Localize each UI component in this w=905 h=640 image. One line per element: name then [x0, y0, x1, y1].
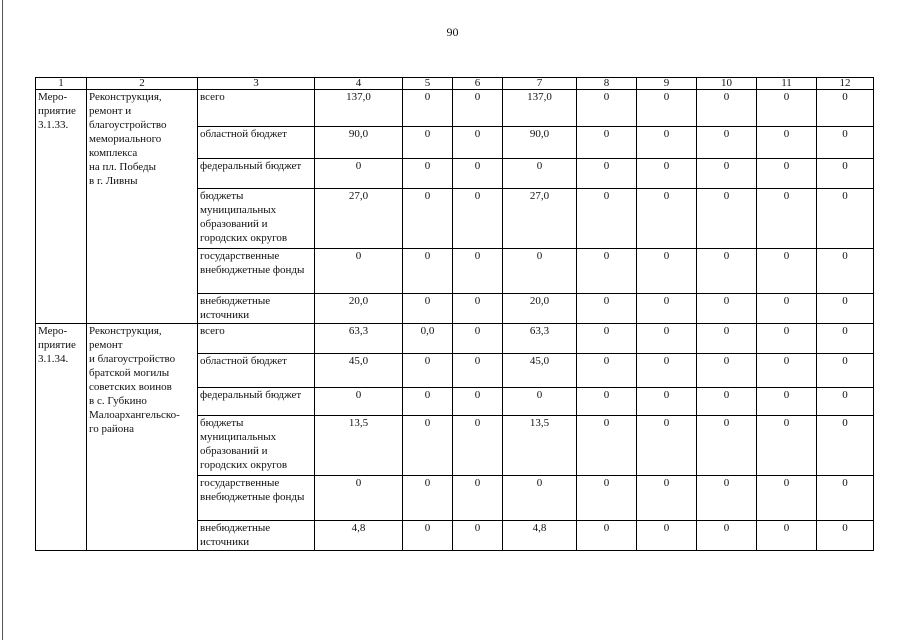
value-cell-col-6: 0 [453, 90, 503, 127]
budget-table [35, 77, 874, 551]
funding-source-cell: федеральный бюджет [198, 159, 315, 189]
value-cell-col-9: 0 [637, 249, 697, 294]
value-cell-col-8: 0 [577, 521, 637, 551]
value-cell-col-7: 27,0 [503, 189, 577, 249]
column-header-8: 8 [577, 78, 637, 90]
table-body [36, 90, 874, 551]
value-cell-col-8: 0 [577, 127, 637, 159]
event-name-line: в г. Ливны [89, 175, 138, 187]
value-cell-col-10: 0 [697, 294, 757, 324]
value-cell-col-11: 0 [757, 476, 817, 521]
value-cell-col-4: 63,3 [315, 324, 403, 354]
event-name-line: Малоархангельско- [89, 409, 180, 421]
event-name-line: в с. Губкино [89, 395, 147, 407]
funding-source-cell: областной бюджет [198, 127, 315, 159]
value-cell-col-11: 0 [757, 521, 817, 551]
funding-source-cell: бюджеты муниципальных образований и городских округов [198, 416, 315, 476]
value-cell-col-10: 0 [697, 521, 757, 551]
value-cell-col-9: 0 [637, 189, 697, 249]
value-cell-col-4: 137,0 [315, 90, 403, 127]
value-cell-col-12: 0 [817, 294, 874, 324]
value-cell-col-6: 0 [453, 388, 503, 416]
value-cell-col-6: 0 [453, 521, 503, 551]
value-cell-col-11: 0 [757, 189, 817, 249]
value-cell-col-7: 63,3 [503, 324, 577, 354]
funding-source-cell: бюджеты муниципальных образований и городских округов [198, 189, 315, 249]
event-name-line: ремонт [89, 339, 123, 351]
value-cell-col-4: 4,8 [315, 521, 403, 551]
value-cell-col-4: 0 [315, 159, 403, 189]
value-cell-col-10: 0 [697, 127, 757, 159]
event-name-line: Реконструкция, [89, 91, 162, 103]
funding-source-cell: областной бюджет [198, 354, 315, 388]
funding-source-cell: государственные внебюджетные фонды [198, 249, 315, 294]
value-cell-col-9: 0 [637, 521, 697, 551]
value-cell-col-8: 0 [577, 476, 637, 521]
event-name-line: и благоустройство [89, 353, 176, 365]
value-cell-col-4: 45,0 [315, 354, 403, 388]
event-code-line: Меро- [38, 325, 68, 337]
column-header-12: 12 [817, 78, 874, 90]
value-cell-col-11: 0 [757, 159, 817, 189]
value-cell-col-7: 0 [503, 249, 577, 294]
funding-source-cell: всего [198, 90, 315, 127]
value-cell-col-9: 0 [637, 127, 697, 159]
value-cell-col-10: 0 [697, 416, 757, 476]
value-cell-col-8: 0 [577, 324, 637, 354]
value-cell-col-9: 0 [637, 294, 697, 324]
value-cell-col-4: 13,5 [315, 416, 403, 476]
value-cell-col-12: 0 [817, 249, 874, 294]
value-cell-col-4: 0 [315, 388, 403, 416]
value-cell-col-12: 0 [817, 388, 874, 416]
value-cell-col-12: 0 [817, 476, 874, 521]
value-cell-col-8: 0 [577, 388, 637, 416]
value-cell-col-10: 0 [697, 189, 757, 249]
event-code-line: 3.1.34. [38, 353, 69, 365]
column-header-11: 11 [757, 78, 817, 90]
value-cell-col-7: 0 [503, 388, 577, 416]
value-cell-col-4: 20,0 [315, 294, 403, 324]
event-name-line: ремонт и [89, 105, 132, 117]
value-cell-col-12: 0 [817, 159, 874, 189]
value-cell-col-11: 0 [757, 249, 817, 294]
event-code-line: приятие [38, 105, 76, 117]
column-header-4: 4 [315, 78, 403, 90]
value-cell-col-9: 0 [637, 90, 697, 127]
value-cell-col-5: 0 [403, 416, 453, 476]
value-cell-col-4: 0 [315, 249, 403, 294]
value-cell-col-6: 0 [453, 476, 503, 521]
value-cell-col-11: 0 [757, 354, 817, 388]
column-header-10: 10 [697, 78, 757, 90]
event-code-cell [36, 90, 87, 324]
value-cell-col-6: 0 [453, 354, 503, 388]
value-cell-col-4: 0 [315, 476, 403, 521]
value-cell-col-6: 0 [453, 189, 503, 249]
value-cell-col-7: 4,8 [503, 521, 577, 551]
value-cell-col-11: 0 [757, 127, 817, 159]
value-cell-col-5: 0 [403, 294, 453, 324]
table-row [36, 324, 874, 354]
value-cell-col-12: 0 [817, 90, 874, 127]
funding-source-cell: всего [198, 324, 315, 354]
value-cell-col-6: 0 [453, 416, 503, 476]
value-cell-col-9: 0 [637, 388, 697, 416]
value-cell-col-9: 0 [637, 354, 697, 388]
value-cell-col-11: 0 [757, 388, 817, 416]
page-number: 90 [446, 25, 459, 39]
value-cell-col-8: 0 [577, 249, 637, 294]
value-cell-col-5: 0 [403, 189, 453, 249]
funding-source-cell: федеральный бюджет [198, 388, 315, 416]
event-code-line: 3.1.33. [38, 119, 69, 131]
margin-rule [2, 0, 3, 640]
event-name-cell [87, 90, 198, 324]
column-header-3: 3 [198, 78, 315, 90]
value-cell-col-8: 0 [577, 354, 637, 388]
value-cell-col-5: 0 [403, 90, 453, 127]
value-cell-col-8: 0 [577, 159, 637, 189]
event-name-line: мемориального [89, 133, 162, 145]
value-cell-col-10: 0 [697, 476, 757, 521]
event-name-cell [87, 324, 198, 551]
value-cell-col-5: 0 [403, 354, 453, 388]
value-cell-col-8: 0 [577, 90, 637, 127]
value-cell-col-11: 0 [757, 294, 817, 324]
event-name-line: советских воинов [89, 381, 172, 393]
column-header-6: 6 [453, 78, 503, 90]
value-cell-col-7: 13,5 [503, 416, 577, 476]
column-header-9: 9 [637, 78, 697, 90]
header-row [36, 78, 874, 90]
value-cell-col-10: 0 [697, 159, 757, 189]
value-cell-col-5: 0 [403, 127, 453, 159]
value-cell-col-8: 0 [577, 416, 637, 476]
value-cell-col-6: 0 [453, 159, 503, 189]
event-name-line: благоустройство [89, 119, 167, 131]
value-cell-col-7: 0 [503, 476, 577, 521]
event-name-line: братской могилы [89, 367, 170, 379]
value-cell-col-12: 0 [817, 324, 874, 354]
value-cell-col-12: 0 [817, 127, 874, 159]
value-cell-col-7: 137,0 [503, 90, 577, 127]
column-header-7: 7 [503, 78, 577, 90]
event-name-line: Реконструкция, [89, 325, 162, 337]
value-cell-col-9: 0 [637, 159, 697, 189]
event-code-line: приятие [38, 339, 76, 351]
value-cell-col-12: 0 [817, 354, 874, 388]
value-cell-col-4: 90,0 [315, 127, 403, 159]
value-cell-col-10: 0 [697, 324, 757, 354]
value-cell-col-6: 0 [453, 127, 503, 159]
value-cell-col-11: 0 [757, 90, 817, 127]
event-name-line: го района [89, 423, 135, 435]
value-cell-col-12: 0 [817, 416, 874, 476]
value-cell-col-9: 0 [637, 324, 697, 354]
value-cell-col-10: 0 [697, 388, 757, 416]
column-header-2: 2 [87, 78, 198, 90]
event-code-cell [36, 324, 87, 551]
funding-source-cell: государственные внебюджетные фонды [198, 476, 315, 521]
value-cell-col-5: 0 [403, 476, 453, 521]
value-cell-col-7: 90,0 [503, 127, 577, 159]
column-header-5: 5 [403, 78, 453, 90]
value-cell-col-12: 0 [817, 189, 874, 249]
event-code-line: Меро- [38, 91, 68, 103]
value-cell-col-7: 0 [503, 159, 577, 189]
value-cell-col-10: 0 [697, 354, 757, 388]
funding-source-cell: внебюджетные источники [198, 294, 315, 324]
value-cell-col-6: 0 [453, 249, 503, 294]
value-cell-col-4: 27,0 [315, 189, 403, 249]
value-cell-col-12: 0 [817, 521, 874, 551]
value-cell-col-5: 0 [403, 388, 453, 416]
value-cell-col-7: 45,0 [503, 354, 577, 388]
value-cell-col-5: 0 [403, 159, 453, 189]
value-cell-col-8: 0 [577, 189, 637, 249]
value-cell-col-9: 0 [637, 416, 697, 476]
funding-source-cell: внебюджетные источники [198, 521, 315, 551]
value-cell-col-7: 20,0 [503, 294, 577, 324]
value-cell-col-5: 0,0 [403, 324, 453, 354]
value-cell-col-10: 0 [697, 90, 757, 127]
value-cell-col-11: 0 [757, 324, 817, 354]
value-cell-col-9: 0 [637, 476, 697, 521]
value-cell-col-8: 0 [577, 294, 637, 324]
value-cell-col-11: 0 [757, 416, 817, 476]
value-cell-col-10: 0 [697, 249, 757, 294]
event-name-line: на пл. Победы [89, 161, 157, 173]
table-row [36, 90, 874, 127]
column-header-1: 1 [36, 78, 87, 90]
value-cell-col-6: 0 [453, 294, 503, 324]
value-cell-col-5: 0 [403, 521, 453, 551]
value-cell-col-5: 0 [403, 249, 453, 294]
value-cell-col-6: 0 [453, 324, 503, 354]
event-name-line: комплекса [89, 147, 138, 159]
